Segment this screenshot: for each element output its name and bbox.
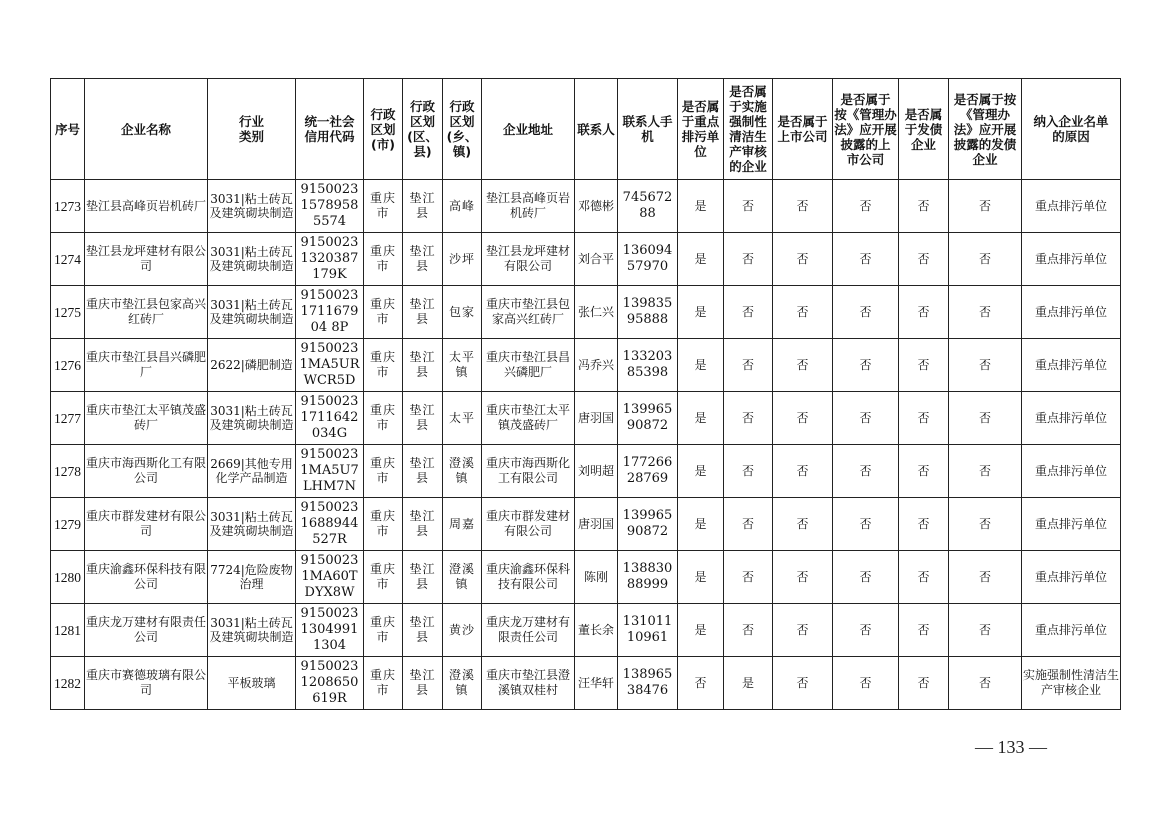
cell-industry: 3031|粘土砖瓦及建筑砌块制造 <box>208 233 296 286</box>
cell-contact: 汪华轩 <box>575 657 618 710</box>
cell-listed: 否 <box>773 551 833 604</box>
table-row <box>51 445 1121 498</box>
table-row <box>51 604 1121 657</box>
cell-seq: 1275 <box>51 286 85 339</box>
cell-bond-disclose: 否 <box>949 551 1022 604</box>
cell-seq: 1274 <box>51 233 85 286</box>
table-row <box>51 286 1121 339</box>
cell-phone: 17726628769 <box>618 445 678 498</box>
cell-name: 重庆市垫江太平镇茂盛砖厂 <box>85 392 208 445</box>
table-row <box>51 233 1121 286</box>
cell-reason: 重点排污单位 <box>1022 180 1121 233</box>
cell-bond: 否 <box>899 604 949 657</box>
cell-clean-audit: 否 <box>724 445 773 498</box>
cell-town: 澄溪镇 <box>443 551 482 604</box>
cell-address: 重庆市垫江县澄溪镇双桂村 <box>482 657 575 710</box>
table-body <box>51 180 1121 710</box>
cell-listed: 否 <box>773 339 833 392</box>
cell-contact: 邓德彬 <box>575 180 618 233</box>
cell-industry: 7724|危险废物治理 <box>208 551 296 604</box>
header-bond-disclose: 是否属于按 《管理办 法》应开展 披露的发债 企业 <box>949 79 1022 180</box>
cell-bond-disclose: 否 <box>949 233 1022 286</box>
cell-credit: 91500231208650619R <box>296 657 364 710</box>
cell-seq: 1279 <box>51 498 85 551</box>
cell-key-polluter: 是 <box>678 604 724 657</box>
header-listed-disclose: 是否属于 按《管理办 法》应开展 披露的上 市公司 <box>833 79 899 180</box>
header-reason: 纳入企业名单 的原因 <box>1022 79 1121 180</box>
cell-town: 高峰 <box>443 180 482 233</box>
header-town: 行政 区划 (乡、 镇) <box>443 79 482 180</box>
cell-listed-disclose: 否 <box>833 551 899 604</box>
cell-name: 垫江县龙坪建材有限公司 <box>85 233 208 286</box>
cell-clean-audit: 否 <box>724 392 773 445</box>
cell-contact: 冯乔兴 <box>575 339 618 392</box>
cell-seq: 1281 <box>51 604 85 657</box>
cell-credit: 91500231MA5URWCR5D <box>296 339 364 392</box>
cell-credit: 91500231MA60TDYX8W <box>296 551 364 604</box>
cell-city: 重庆市 <box>364 445 403 498</box>
cell-name: 垫江县高峰页岩机砖厂 <box>85 180 208 233</box>
cell-bond: 否 <box>899 392 949 445</box>
header-industry: 行业 类别 <box>208 79 296 180</box>
cell-credit: 915002315789585574 <box>296 180 364 233</box>
cell-town: 太平镇 <box>443 339 482 392</box>
cell-town: 澄溪镇 <box>443 657 482 710</box>
cell-industry: 平板玻璃 <box>208 657 296 710</box>
cell-name: 重庆市赛德玻璃有限公司 <box>85 657 208 710</box>
cell-bond: 否 <box>899 657 949 710</box>
cell-listed: 否 <box>773 657 833 710</box>
page-number: — 133 — <box>975 737 1047 757</box>
cell-bond-disclose: 否 <box>949 498 1022 551</box>
cell-county: 垫江县 <box>403 180 443 233</box>
cell-phone: 13609457970 <box>618 233 678 286</box>
cell-seq: 1276 <box>51 339 85 392</box>
cell-bond: 否 <box>899 498 949 551</box>
cell-bond-disclose: 否 <box>949 286 1022 339</box>
cell-address: 重庆市垫江县昌兴磷肥厂 <box>482 339 575 392</box>
cell-key-polluter: 是 <box>678 286 724 339</box>
cell-phone: 13101110961 <box>618 604 678 657</box>
cell-address: 重庆龙万建材有限责任公司 <box>482 604 575 657</box>
cell-clean-audit: 否 <box>724 339 773 392</box>
cell-bond: 否 <box>899 233 949 286</box>
cell-listed: 否 <box>773 180 833 233</box>
cell-credit: 91500231711642034G <box>296 392 364 445</box>
cell-name: 重庆市垫江县包家高兴红砖厂 <box>85 286 208 339</box>
cell-city: 重庆市 <box>364 551 403 604</box>
cell-city: 重庆市 <box>364 286 403 339</box>
cell-listed-disclose: 否 <box>833 498 899 551</box>
cell-key-polluter: 否 <box>678 657 724 710</box>
cell-phone: 13996590872 <box>618 392 678 445</box>
cell-listed: 否 <box>773 445 833 498</box>
cell-town: 澄溪镇 <box>443 445 482 498</box>
cell-seq: 1273 <box>51 180 85 233</box>
table-row <box>51 392 1121 445</box>
cell-industry: 3031|粘土砖瓦及建筑砌块制造 <box>208 392 296 445</box>
cell-listed: 否 <box>773 604 833 657</box>
table-row <box>51 180 1121 233</box>
cell-listed-disclose: 否 <box>833 445 899 498</box>
cell-city: 重庆市 <box>364 392 403 445</box>
cell-industry: 3031|粘土砖瓦及建筑砌块制造 <box>208 180 296 233</box>
cell-seq: 1282 <box>51 657 85 710</box>
cell-clean-audit: 否 <box>724 551 773 604</box>
cell-credit: 915002313049911304 <box>296 604 364 657</box>
header-city: 行政 区划 (市) <box>364 79 403 180</box>
cell-contact: 刘合平 <box>575 233 618 286</box>
cell-clean-audit: 否 <box>724 286 773 339</box>
cell-contact: 唐羽国 <box>575 392 618 445</box>
cell-industry: 3031|粘土砖瓦及建筑砌块制造 <box>208 286 296 339</box>
cell-reason: 重点排污单位 <box>1022 233 1121 286</box>
table-row <box>51 551 1121 604</box>
cell-city: 重庆市 <box>364 498 403 551</box>
cell-county: 垫江县 <box>403 339 443 392</box>
cell-credit: 91500231MA5U7LHM7N <box>296 445 364 498</box>
cell-industry: 2622|磷肥制造 <box>208 339 296 392</box>
header-county: 行政 区划 (区、 县) <box>403 79 443 180</box>
cell-name: 重庆市群发建材有限公司 <box>85 498 208 551</box>
cell-key-polluter: 是 <box>678 498 724 551</box>
cell-bond-disclose: 否 <box>949 339 1022 392</box>
header-clean-audit: 是否属 于实施 强制性 清洁生 产审核 的企业 <box>724 79 773 180</box>
cell-listed-disclose: 否 <box>833 604 899 657</box>
header-bond: 是否属 于发债 企业 <box>899 79 949 180</box>
cell-name: 重庆渝鑫环保科技有限公司 <box>85 551 208 604</box>
cell-bond: 否 <box>899 286 949 339</box>
cell-listed: 否 <box>773 286 833 339</box>
cell-seq: 1277 <box>51 392 85 445</box>
cell-bond-disclose: 否 <box>949 604 1022 657</box>
cell-county: 垫江县 <box>403 286 443 339</box>
cell-name: 重庆市垫江县昌兴磷肥厂 <box>85 339 208 392</box>
cell-reason: 重点排污单位 <box>1022 392 1121 445</box>
table-row <box>51 498 1121 551</box>
cell-listed: 否 <box>773 392 833 445</box>
cell-county: 垫江县 <box>403 233 443 286</box>
cell-seq: 1278 <box>51 445 85 498</box>
cell-city: 重庆市 <box>364 657 403 710</box>
cell-county: 垫江县 <box>403 498 443 551</box>
cell-phone: 13983595888 <box>618 286 678 339</box>
header-address: 企业地址 <box>482 79 575 180</box>
cell-bond-disclose: 否 <box>949 392 1022 445</box>
cell-town: 太平 <box>443 392 482 445</box>
cell-contact: 董长余 <box>575 604 618 657</box>
header-listed: 是否属于 上市公司 <box>773 79 833 180</box>
cell-town: 包家 <box>443 286 482 339</box>
cell-city: 重庆市 <box>364 604 403 657</box>
cell-address: 重庆市群发建材有限公司 <box>482 498 575 551</box>
cell-town: 沙坪 <box>443 233 482 286</box>
cell-bond: 否 <box>899 551 949 604</box>
cell-reason: 重点排污单位 <box>1022 445 1121 498</box>
cell-credit: 9150023171167904 8P <box>296 286 364 339</box>
cell-address: 垫江县高峰页岩机砖厂 <box>482 180 575 233</box>
cell-listed-disclose: 否 <box>833 233 899 286</box>
cell-county: 垫江县 <box>403 392 443 445</box>
cell-bond-disclose: 否 <box>949 657 1022 710</box>
cell-reason: 实施强制性清洁生产审核企业 <box>1022 657 1121 710</box>
cell-bond: 否 <box>899 445 949 498</box>
cell-listed: 否 <box>773 498 833 551</box>
cell-listed-disclose: 否 <box>833 392 899 445</box>
cell-key-polluter: 是 <box>678 180 724 233</box>
cell-address: 重庆市垫江县包家高兴红砖厂 <box>482 286 575 339</box>
cell-credit: 91500231688944527R <box>296 498 364 551</box>
cell-clean-audit: 否 <box>724 498 773 551</box>
cell-address: 垫江县龙坪建材有限公司 <box>482 233 575 286</box>
header-phone: 联系人手 机 <box>618 79 678 180</box>
cell-clean-audit: 否 <box>724 180 773 233</box>
cell-address: 重庆市垫江太平镇茂盛砖厂 <box>482 392 575 445</box>
cell-phone: 74567288 <box>618 180 678 233</box>
header-key-polluter: 是否属 于重点 排污单 位 <box>678 79 724 180</box>
cell-clean-audit: 否 <box>724 233 773 286</box>
header-contact: 联系人 <box>575 79 618 180</box>
header-credit: 统一社会 信用代码 <box>296 79 364 180</box>
cell-key-polluter: 是 <box>678 339 724 392</box>
cell-key-polluter: 是 <box>678 551 724 604</box>
cell-contact: 陈刚 <box>575 551 618 604</box>
header-name: 企业名称 <box>85 79 208 180</box>
cell-listed-disclose: 否 <box>833 339 899 392</box>
cell-phone: 13883088999 <box>618 551 678 604</box>
cell-industry: 3031|粘土砖瓦及建筑砌块制造 <box>208 604 296 657</box>
cell-industry: 2669|其他专用化学产品制造 <box>208 445 296 498</box>
header-seq: 序号 <box>51 79 85 180</box>
cell-key-polluter: 是 <box>678 392 724 445</box>
table-row <box>51 657 1121 710</box>
table-header <box>51 79 1121 180</box>
enterprise-list-table <box>50 78 1121 710</box>
cell-listed-disclose: 否 <box>833 657 899 710</box>
cell-reason: 重点排污单位 <box>1022 551 1121 604</box>
cell-reason: 重点排污单位 <box>1022 498 1121 551</box>
cell-clean-audit: 否 <box>724 604 773 657</box>
cell-city: 重庆市 <box>364 233 403 286</box>
cell-county: 垫江县 <box>403 657 443 710</box>
cell-address: 重庆渝鑫环保科技有限公司 <box>482 551 575 604</box>
cell-key-polluter: 是 <box>678 233 724 286</box>
cell-county: 垫江县 <box>403 551 443 604</box>
cell-listed: 否 <box>773 233 833 286</box>
cell-bond-disclose: 否 <box>949 445 1022 498</box>
cell-name: 重庆市海西斯化工有限公司 <box>85 445 208 498</box>
cell-industry: 3031|粘土砖瓦及建筑砌块制造 <box>208 498 296 551</box>
header-row <box>51 79 1121 180</box>
table-row <box>51 339 1121 392</box>
cell-seq: 1280 <box>51 551 85 604</box>
cell-phone: 13320385398 <box>618 339 678 392</box>
cell-town: 周嘉 <box>443 498 482 551</box>
cell-reason: 重点排污单位 <box>1022 286 1121 339</box>
cell-listed-disclose: 否 <box>833 180 899 233</box>
cell-clean-audit: 是 <box>724 657 773 710</box>
cell-name: 重庆龙万建材有限责任公司 <box>85 604 208 657</box>
cell-county: 垫江县 <box>403 445 443 498</box>
cell-reason: 重点排污单位 <box>1022 339 1121 392</box>
cell-city: 重庆市 <box>364 339 403 392</box>
cell-county: 垫江县 <box>403 604 443 657</box>
cell-reason: 重点排污单位 <box>1022 604 1121 657</box>
cell-phone: 13996590872 <box>618 498 678 551</box>
cell-address: 重庆市海西斯化工有限公司 <box>482 445 575 498</box>
cell-contact: 刘明超 <box>575 445 618 498</box>
cell-bond: 否 <box>899 180 949 233</box>
cell-listed-disclose: 否 <box>833 286 899 339</box>
cell-key-polluter: 是 <box>678 445 724 498</box>
cell-credit: 91500231320387179K <box>296 233 364 286</box>
cell-phone: 13896538476 <box>618 657 678 710</box>
cell-contact: 张仁兴 <box>575 286 618 339</box>
cell-bond: 否 <box>899 339 949 392</box>
cell-contact: 唐羽国 <box>575 498 618 551</box>
cell-bond-disclose: 否 <box>949 180 1022 233</box>
cell-city: 重庆市 <box>364 180 403 233</box>
cell-town: 黄沙 <box>443 604 482 657</box>
